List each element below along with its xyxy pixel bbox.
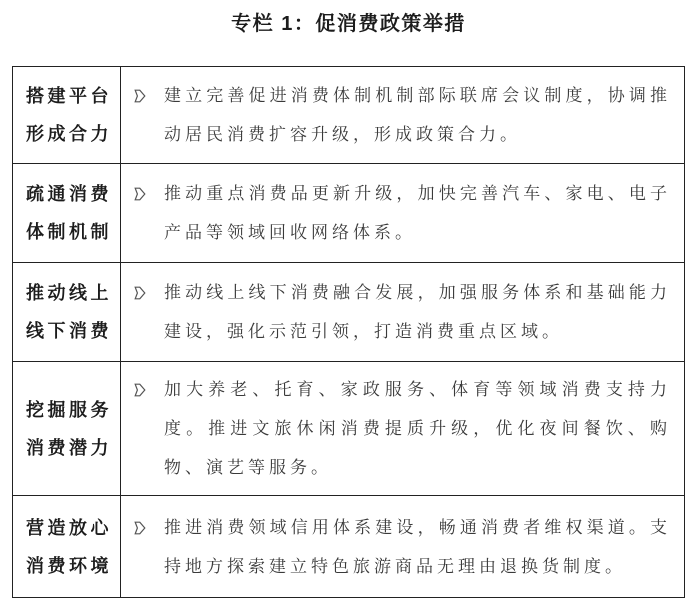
row-content-cell: [121, 496, 685, 598]
table-row: [13, 67, 685, 164]
row-category-label: [13, 362, 121, 496]
right-arrow-bullet-icon: [134, 187, 146, 201]
policy-text: 推动重点消费品更新升级，加快完善汽车、家电、电子产品等领域回收网络体系。: [164, 184, 671, 242]
policy-text: 推进消费领域信用体系建设，畅通消费者维权渠道。支持地方探索建立特色旅游商品无理由退换货制度。: [164, 517, 671, 576]
right-arrow-bullet-icon: [134, 286, 146, 300]
right-arrow-bullet-icon: [134, 89, 146, 103]
row-category-label: [13, 496, 121, 598]
right-arrow-bullet-icon: [134, 521, 146, 535]
row-category-label: [13, 67, 121, 164]
row-content-cell: [121, 362, 685, 496]
category-label-line2: 线下消费: [26, 321, 112, 341]
category-label-line2: 体制机制: [26, 222, 112, 242]
category-label-line1: 搭建平台: [26, 86, 112, 106]
right-arrow-bullet-icon: [134, 383, 146, 397]
row-content-cell: [121, 67, 685, 164]
policy-text: 建立完善促进消费体制机制部际联席会议制度，协调推动居民消费扩容升级，形成政策合力。: [164, 86, 671, 144]
table-row: [13, 164, 685, 263]
table-row: [13, 263, 685, 362]
category-label-line2: 消费潜力: [26, 437, 112, 458]
row-content-cell: [121, 263, 685, 362]
table-row: [13, 496, 685, 598]
category-label-line2: 形成合力: [26, 124, 112, 144]
row-content-cell: [121, 164, 685, 263]
page-title: 专栏 1：促消费政策举措: [231, 13, 466, 35]
row-category-label: [13, 263, 121, 362]
category-label-line1: 疏通消费: [26, 184, 112, 204]
category-label-line1: 营造放心: [26, 517, 112, 538]
policy-text: 加大养老、托育、家政服务、体育等领域消费支持力度。推进文旅休闲消费提质升级，优化夜间餐饮、购物、演艺等服务。: [164, 380, 671, 477]
policy-text: 推动线上线下消费融合发展，加强服务体系和基础能力建设，强化示范引领，打造消费重点区域。: [164, 283, 671, 341]
category-label-line2: 消费环境: [26, 555, 112, 576]
row-category-label: [13, 164, 121, 263]
category-label-line1: 推动线上: [26, 283, 112, 303]
category-label-line1: 挖掘服务: [26, 399, 112, 420]
policy-measures-table: [12, 66, 685, 598]
table-row: [13, 362, 685, 496]
